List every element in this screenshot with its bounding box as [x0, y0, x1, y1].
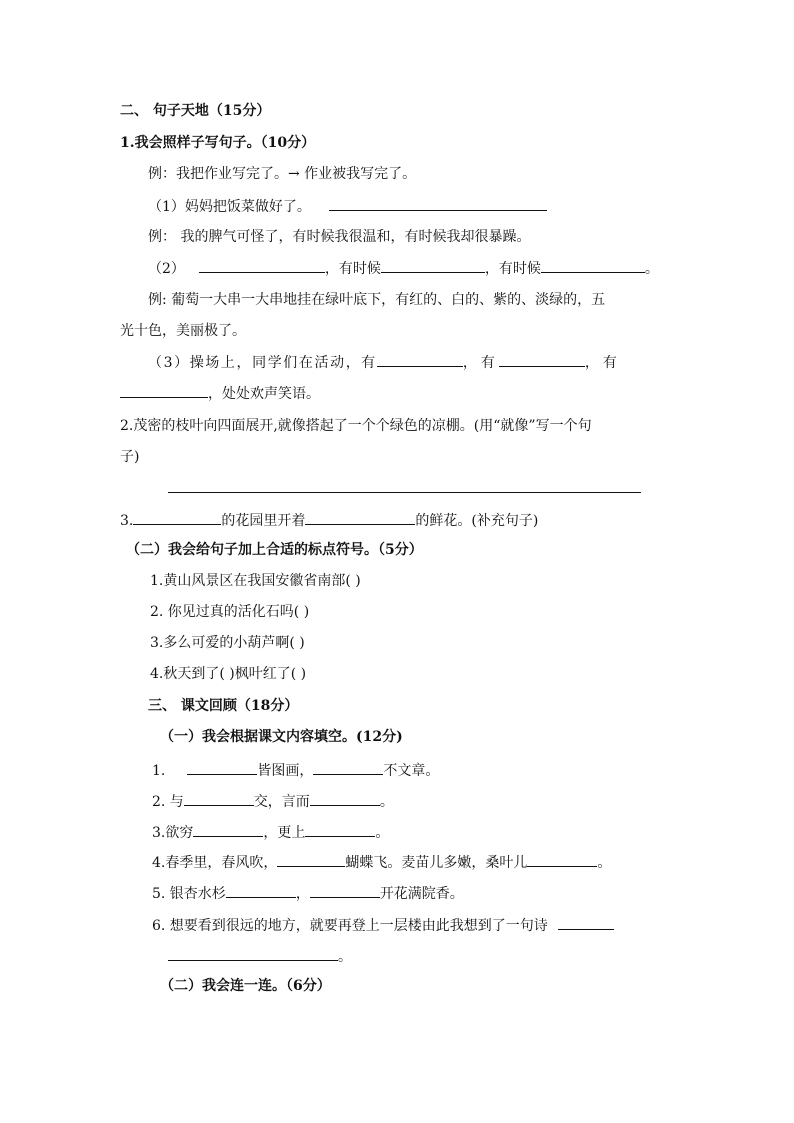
- fill-item-6: [152, 915, 614, 936]
- q1-item-1-text: （1）妈妈把饭菜做好了。: [148, 199, 311, 215]
- fill-item-6-line2: [168, 946, 352, 967]
- answer-blank[interactable]: [187, 760, 257, 775]
- fill-item-1: [152, 760, 439, 781]
- fill-item-4: [152, 852, 611, 873]
- answer-blank[interactable]: [168, 478, 641, 493]
- fill-item-3: [152, 822, 389, 843]
- answer-blank[interactable]: [168, 946, 338, 961]
- q1-example-2: 例： 我的脾气可怪了，有时候我很温和，有时候我却很暴躁。: [148, 229, 531, 245]
- q1-example-1: 例：我把作业写完了。→ 作业被我写完了。: [148, 166, 417, 182]
- fill-item-5-end: 开花满院香。: [379, 886, 464, 902]
- fill-item-5: [152, 883, 464, 904]
- q1-item-3-mid1: ，有: [462, 355, 499, 371]
- fill-item-4-prefix: 4.春季里，春风吹，: [152, 855, 278, 871]
- q1-example-3-line1: 例: 葡萄一大串一大串地挂在绿叶底下，有红的、白的、紫的、淡绿的，五: [148, 292, 606, 308]
- q1-item-2-mid1: ，有时候: [324, 261, 381, 277]
- fill-item-1-mid: 皆图画，: [257, 763, 314, 779]
- answer-blank[interactable]: [499, 352, 585, 367]
- q1-item-3-line1: [148, 352, 621, 373]
- fill-in-title: （一）我会根据课文内容填空。(12分): [160, 729, 403, 745]
- fill-item-1-num: 1.: [152, 763, 166, 779]
- q1-title: 1.我会照样子写句子。（10分）: [120, 135, 316, 151]
- answer-blank[interactable]: [381, 258, 485, 273]
- fill-item-4-mid: 蝴蝶飞。麦苗儿多嫩，桑叶儿: [345, 855, 528, 871]
- answer-blank[interactable]: [310, 883, 380, 898]
- q1-example-3-line2: 光十色，美丽极了。: [120, 323, 246, 339]
- fill-item-2-mid: 交，言而: [253, 794, 310, 810]
- fill-item-2-prefix: 2. 与: [152, 794, 184, 810]
- punctuation-title: （二）我会给句子加上合适的标点符号。（5分）: [126, 542, 423, 558]
- q2-line1: 2.茂密的枝叶向四面展开,就像搭起了一个个绿色的凉棚。(用“就像”写一个句: [120, 418, 592, 434]
- punctuation-item: 3.多么可爱的小葫芦啊( ): [150, 635, 305, 651]
- answer-blank[interactable]: [193, 822, 263, 837]
- answer-blank[interactable]: [133, 510, 221, 525]
- q2-line2: 子): [120, 449, 140, 465]
- section-2-heading: 二、 句子天地（15分）: [120, 103, 271, 119]
- q1-item-2: [148, 258, 659, 279]
- fill-item-3-prefix: 3.欲穷: [152, 825, 194, 841]
- punctuation-item: 4.秋天到了( )枫叶红了( ): [150, 666, 307, 682]
- answer-blank[interactable]: [313, 760, 383, 775]
- q1-item-3-prefix: （3）操场上，同学们在活动，有: [148, 355, 377, 371]
- fill-item-2: [152, 791, 394, 812]
- answer-blank[interactable]: [377, 352, 463, 367]
- q3-prefix: 3.: [120, 513, 134, 529]
- fill-item-6-text: 6. 想要看到很远的地方，就要再登上一层楼由此我想到了一句诗: [152, 918, 548, 934]
- q3: [120, 510, 538, 531]
- q1-item-2-prefix: （2）: [148, 261, 185, 277]
- answer-blank[interactable]: [558, 915, 614, 930]
- q1-item-2-mid2: ，有时候: [484, 261, 541, 277]
- answer-blank[interactable]: [184, 791, 254, 806]
- answer-blank[interactable]: [310, 791, 380, 806]
- section-3-heading: 三、 课文回顾（18分）: [148, 698, 299, 714]
- q1-item-1: [148, 196, 547, 217]
- punctuation-item: 2. 你见过真的活化石吗( ): [150, 604, 310, 620]
- answer-blank[interactable]: [329, 196, 547, 211]
- answer-blank[interactable]: [277, 852, 345, 867]
- fill-item-2-end: 。: [379, 794, 394, 810]
- q1-item-3-mid2: ，有: [584, 355, 621, 371]
- fill-item-1-end: 不文章。: [383, 763, 440, 779]
- answer-blank[interactable]: [541, 258, 645, 273]
- answer-blank[interactable]: [226, 883, 296, 898]
- q1-item-3-line2: [120, 383, 320, 404]
- answer-blank[interactable]: [199, 258, 325, 273]
- punctuation-item: 1.黄山风景区在我国安徽省南部( ): [150, 573, 361, 589]
- fill-item-6-end: 。: [338, 949, 352, 965]
- fill-item-4-end: 。: [597, 855, 612, 871]
- q3-mid: 的花园里开着: [221, 513, 306, 529]
- q1-item-2-end: 。: [644, 261, 659, 277]
- answer-blank[interactable]: [305, 822, 375, 837]
- answer-blank[interactable]: [527, 852, 597, 867]
- matching-title: （二）我会连一连。（6分）: [160, 978, 331, 994]
- q3-end: 的鲜花。(补充句子): [415, 513, 539, 529]
- fill-item-3-mid: ，更上: [263, 825, 306, 841]
- fill-item-3-end: 。: [375, 825, 390, 841]
- fill-item-5-mid: ，: [295, 886, 310, 902]
- fill-item-5-prefix: 5. 银杏水杉: [152, 886, 226, 902]
- q1-item-3-end: ，处处欢声笑语。: [208, 386, 320, 402]
- answer-blank[interactable]: [305, 510, 415, 525]
- q2-answer-line: [168, 478, 641, 499]
- answer-blank[interactable]: [120, 383, 208, 398]
